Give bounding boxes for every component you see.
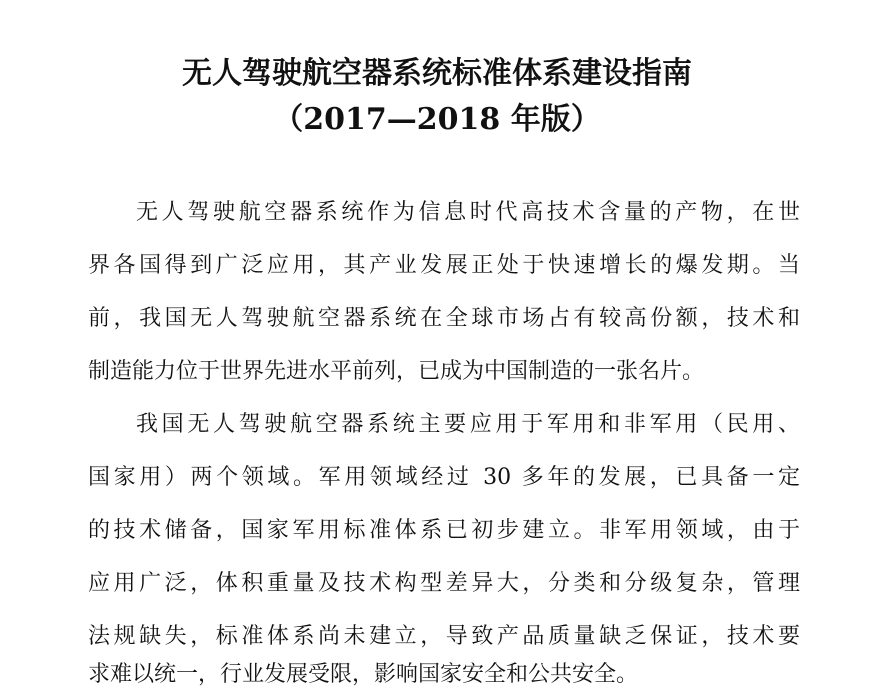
paragraph-2-line-4: 应用广泛，体积重量及技术构型差异大，分类和分级复杂，管理 <box>88 571 800 596</box>
paragraph-1-line-2: 界各国得到广泛应用，其产业发展正处于快速增长的爆发期。当 <box>88 253 800 278</box>
document-edition: （2017—2018 年版） <box>273 102 601 137</box>
paragraph-1-line-1: 无人驾驶航空器系统作为信息时代高技术含量的产物，在世 <box>136 200 800 225</box>
paragraph-1-line-3: 前，我国无人驾驶航空器系统在全球市场占有较高份额，技术和 <box>88 306 800 331</box>
paragraph-2-line-1: 我国无人驾驶航空器系统主要应用于军用和非军用（民用、 <box>136 412 800 437</box>
paragraph-2-line-5: 法规缺失，标准体系尚未建立，导致产品质量缺乏保证，技术要 <box>88 624 800 649</box>
paragraph-2-line-2: 国家用）两个领域。军用领域经过 30 多年的发展，已具备一定 <box>88 465 800 490</box>
paragraph-1-line-4: 制造能力位于世界先进水平前列，已成为中国制造的一张名片。 <box>88 359 705 384</box>
document-title: 无人驾驶航空器系统标准体系建设指南 <box>182 56 692 91</box>
paragraph-2-line-6: 求难以统一，行业发展受限，影响国家安全和公共安全。 <box>88 662 639 687</box>
paragraph-2-line-3: 的技术储备，国家军用标准体系已初步建立。非军用领域，由于 <box>88 518 800 543</box>
